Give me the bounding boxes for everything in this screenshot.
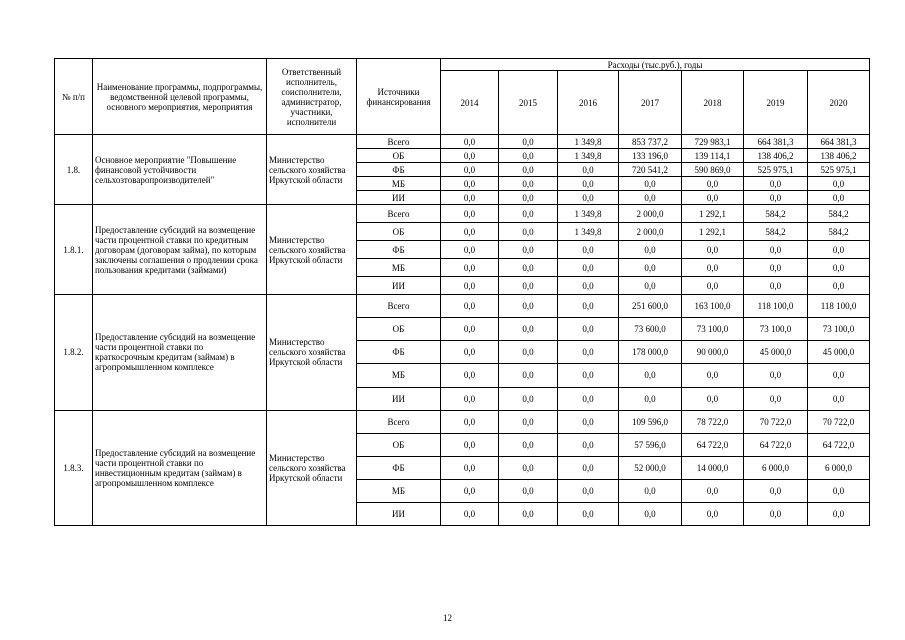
expense-value: 0,0 — [808, 241, 870, 259]
expense-value: 0,0 — [499, 191, 558, 205]
header-year: 2016 — [558, 71, 619, 135]
expense-value: 0,0 — [499, 149, 558, 163]
expense-value: 0,0 — [619, 502, 682, 525]
expense-value: 0,0 — [619, 387, 682, 410]
expense-value: 0,0 — [441, 410, 499, 433]
funding-source: ОБ — [357, 149, 441, 163]
expense-value: 664 381,3 — [808, 135, 870, 149]
section-name: Предоставление субсидий на возмещение части процентной ставки по инвестиционным кредитам (займам) в агропромышленном комплексе — [93, 410, 267, 525]
expense-value: 0,0 — [619, 241, 682, 259]
expense-value: 0,0 — [558, 163, 619, 177]
funding-source: ОБ — [357, 223, 441, 241]
expense-value: 0,0 — [499, 341, 558, 364]
expense-value: 57 596,0 — [619, 433, 682, 456]
expense-value: 0,0 — [499, 502, 558, 525]
table-row — [55, 410, 870, 433]
expense-value: 0,0 — [441, 177, 499, 191]
expense-value: 0,0 — [441, 295, 499, 318]
expense-value: 0,0 — [558, 277, 619, 295]
funding-source: ИИ — [357, 277, 441, 295]
funding-source: ОБ — [357, 318, 441, 341]
expense-value: 0,0 — [558, 410, 619, 433]
expense-value: 6 000,0 — [744, 456, 808, 479]
expense-value: 163 100,0 — [682, 295, 744, 318]
expense-value: 0,0 — [808, 387, 870, 410]
expense-value: 0,0 — [441, 502, 499, 525]
expense-value: 0,0 — [441, 433, 499, 456]
expense-value: 0,0 — [558, 341, 619, 364]
financing-table — [54, 58, 870, 526]
expense-value: 2 000,0 — [619, 223, 682, 241]
section-name: Предоставление субсидий на возмещение части процентной ставки по кредитным договорам (договорам займа), по которым заключены соглашения о продлении срока пользования кредитами (займами) — [93, 205, 267, 295]
expense-value: 118 100,0 — [808, 295, 870, 318]
expense-value: 118 100,0 — [744, 295, 808, 318]
expense-value: 2 000,0 — [619, 205, 682, 223]
expense-value: 178 000,0 — [619, 341, 682, 364]
expense-value: 133 196,0 — [619, 149, 682, 163]
expense-value: 0,0 — [682, 364, 744, 387]
expense-value: 0,0 — [441, 163, 499, 177]
expense-value: 525 975,1 — [808, 163, 870, 177]
section-responsible: Министерство сельского хозяйства Иркутской области — [267, 205, 357, 295]
header-number: № п/п — [55, 59, 93, 135]
funding-source: Всего — [357, 295, 441, 318]
expense-value: 0,0 — [558, 502, 619, 525]
expense-value: 0,0 — [682, 191, 744, 205]
expense-value: 0,0 — [499, 241, 558, 259]
expense-value: 70 722,0 — [744, 410, 808, 433]
expense-value: 64 722,0 — [808, 433, 870, 456]
expense-value: 0,0 — [808, 277, 870, 295]
expense-value: 1 349,8 — [558, 223, 619, 241]
expense-value: 0,0 — [558, 241, 619, 259]
expense-value: 0,0 — [808, 259, 870, 277]
expense-value: 0,0 — [499, 135, 558, 149]
expense-value: 0,0 — [808, 191, 870, 205]
expense-value: 0,0 — [499, 177, 558, 191]
expense-value: 0,0 — [808, 364, 870, 387]
expense-value: 73 100,0 — [682, 318, 744, 341]
expense-value: 0,0 — [441, 341, 499, 364]
funding-source: Всего — [357, 205, 441, 223]
expense-value: 0,0 — [558, 433, 619, 456]
header-year: 2014 — [441, 71, 499, 135]
expense-value: 0,0 — [441, 135, 499, 149]
expense-value: 0,0 — [558, 364, 619, 387]
section-name: Предоставление субсидий на возмещение части процентной ставки по краткосрочным кредитам (займам) в агропромышленном комплексе — [93, 295, 267, 410]
table-body — [55, 135, 870, 526]
expense-value: 664 381,3 — [744, 135, 808, 149]
expense-value: 0,0 — [558, 177, 619, 191]
expense-value: 45 000,0 — [808, 341, 870, 364]
section-responsible: Министерство сельского хозяйства Иркутской области — [267, 295, 357, 410]
header-year: 2020 — [808, 71, 870, 135]
expense-value: 0,0 — [441, 259, 499, 277]
header-year: 2015 — [499, 71, 558, 135]
expense-value: 14 000,0 — [682, 456, 744, 479]
expense-value: 0,0 — [499, 205, 558, 223]
expense-value: 0,0 — [499, 456, 558, 479]
expense-value: 0,0 — [558, 318, 619, 341]
expense-value: 6 000,0 — [808, 456, 870, 479]
expense-value: 0,0 — [619, 479, 682, 502]
expense-value: 0,0 — [682, 387, 744, 410]
expense-value: 109 596,0 — [619, 410, 682, 433]
expense-value: 0,0 — [682, 479, 744, 502]
expense-value: 525 975,1 — [744, 163, 808, 177]
expense-value: 0,0 — [441, 387, 499, 410]
expense-value: 0,0 — [499, 364, 558, 387]
expense-value: 0,0 — [744, 502, 808, 525]
expense-value: 0,0 — [682, 277, 744, 295]
expense-value: 0,0 — [441, 191, 499, 205]
expense-value: 1 349,8 — [558, 149, 619, 163]
expense-value: 0,0 — [744, 191, 808, 205]
funding-source: ФБ — [357, 456, 441, 479]
expense-value: 0,0 — [744, 241, 808, 259]
expense-value: 0,0 — [558, 259, 619, 277]
expense-value: 0,0 — [619, 191, 682, 205]
expense-value: 584,2 — [808, 205, 870, 223]
funding-source: МБ — [357, 177, 441, 191]
expense-value: 0,0 — [499, 479, 558, 502]
expense-value: 0,0 — [619, 177, 682, 191]
section-name: Основное мероприятие "Повышение финансовой устойчивости сельхозтоваропроизводителей" — [93, 135, 267, 205]
funding-source: ИИ — [357, 191, 441, 205]
expense-value: 1 292,1 — [682, 205, 744, 223]
expense-value: 0,0 — [744, 259, 808, 277]
expense-value: 0,0 — [441, 277, 499, 295]
funding-source: ФБ — [357, 341, 441, 364]
table-row — [55, 135, 870, 149]
expense-value: 1 349,8 — [558, 135, 619, 149]
section-number: 1.8.3. — [55, 410, 93, 525]
funding-source: ИИ — [357, 502, 441, 525]
expense-value: 251 600,0 — [619, 295, 682, 318]
header-year: 2017 — [619, 71, 682, 135]
table-row — [55, 205, 870, 223]
expense-value: 0,0 — [558, 456, 619, 479]
funding-source: МБ — [357, 364, 441, 387]
table-row — [55, 295, 870, 318]
expense-value: 138 406,2 — [808, 149, 870, 163]
expense-value: 0,0 — [558, 387, 619, 410]
expense-value: 0,0 — [441, 318, 499, 341]
expense-value: 0,0 — [744, 479, 808, 502]
expense-value: 0,0 — [499, 223, 558, 241]
expense-value: 729 983,1 — [682, 135, 744, 149]
expense-value: 584,2 — [808, 223, 870, 241]
section-number: 1.8. — [55, 135, 93, 205]
expense-value: 0,0 — [808, 177, 870, 191]
expense-value: 0,0 — [682, 502, 744, 525]
expense-value: 0,0 — [441, 205, 499, 223]
funding-source: ФБ — [357, 241, 441, 259]
expense-value: 0,0 — [441, 241, 499, 259]
header-funding-source: Источники финансирования — [357, 59, 441, 135]
expense-value: 0,0 — [499, 387, 558, 410]
expense-value: 0,0 — [744, 364, 808, 387]
expense-value: 0,0 — [441, 456, 499, 479]
expense-value: 584,2 — [744, 205, 808, 223]
expense-value: 0,0 — [441, 364, 499, 387]
expense-value: 0,0 — [441, 479, 499, 502]
expense-value: 45 000,0 — [744, 341, 808, 364]
expense-value: 0,0 — [499, 295, 558, 318]
expense-value: 78 722,0 — [682, 410, 744, 433]
expense-value: 0,0 — [744, 177, 808, 191]
expense-value: 0,0 — [499, 277, 558, 295]
section-responsible: Министерство сельского хозяйства Иркутской области — [267, 410, 357, 525]
expense-value: 0,0 — [441, 149, 499, 163]
header-responsible: Ответственный исполнитель, соисполнители, администратор, участники, исполнители — [267, 59, 357, 135]
section-responsible: Министерство сельского хозяйства Иркутской области — [267, 135, 357, 205]
funding-source: МБ — [357, 479, 441, 502]
expense-value: 584,2 — [744, 223, 808, 241]
header-expenses: Расходы (тыс.руб.), годы — [441, 59, 870, 71]
expense-value: 853 737,2 — [619, 135, 682, 149]
funding-source: Всего — [357, 410, 441, 433]
funding-source: ОБ — [357, 433, 441, 456]
header-year: 2018 — [682, 71, 744, 135]
expense-value: 0,0 — [499, 433, 558, 456]
expense-value: 0,0 — [558, 295, 619, 318]
expense-value: 64 722,0 — [682, 433, 744, 456]
expense-value: 0,0 — [682, 241, 744, 259]
expense-value: 70 722,0 — [808, 410, 870, 433]
section-number: 1.8.1. — [55, 205, 93, 295]
expense-value: 139 114,1 — [682, 149, 744, 163]
expense-value: 73 600,0 — [619, 318, 682, 341]
expense-value: 0,0 — [499, 163, 558, 177]
expense-value: 720 541,2 — [619, 163, 682, 177]
expense-value: 0,0 — [682, 259, 744, 277]
funding-source: ФБ — [357, 163, 441, 177]
funding-source: ИИ — [357, 387, 441, 410]
expense-value: 1 292,1 — [682, 223, 744, 241]
expense-value: 1 349,8 — [558, 205, 619, 223]
expense-value: 590 869,0 — [682, 163, 744, 177]
expense-value: 0,0 — [619, 277, 682, 295]
expense-value: 0,0 — [499, 259, 558, 277]
expense-value: 90 000,0 — [682, 341, 744, 364]
expense-value: 0,0 — [619, 364, 682, 387]
expense-value: 52 000,0 — [619, 456, 682, 479]
expense-value: 0,0 — [808, 479, 870, 502]
expense-value: 0,0 — [808, 502, 870, 525]
expense-value: 0,0 — [558, 479, 619, 502]
funding-source: МБ — [357, 259, 441, 277]
expense-value: 138 406,2 — [744, 149, 808, 163]
expense-value: 73 100,0 — [744, 318, 808, 341]
expense-value: 0,0 — [744, 277, 808, 295]
expense-value: 0,0 — [499, 410, 558, 433]
expense-value: 73 100,0 — [808, 318, 870, 341]
expense-value: 0,0 — [744, 387, 808, 410]
expense-value: 0,0 — [441, 223, 499, 241]
page-number: 12 — [443, 613, 452, 623]
expense-value: 0,0 — [619, 259, 682, 277]
section-number: 1.8.2. — [55, 295, 93, 410]
header-year: 2019 — [744, 71, 808, 135]
expense-value: 0,0 — [499, 318, 558, 341]
expense-value: 64 722,0 — [744, 433, 808, 456]
expense-value: 0,0 — [682, 177, 744, 191]
header-program-name: Наименование программы, подпрограммы, ведомственной целевой программы, основного мероприятия, мероприятия — [93, 59, 267, 135]
funding-source: Всего — [357, 135, 441, 149]
expense-value: 0,0 — [558, 191, 619, 205]
